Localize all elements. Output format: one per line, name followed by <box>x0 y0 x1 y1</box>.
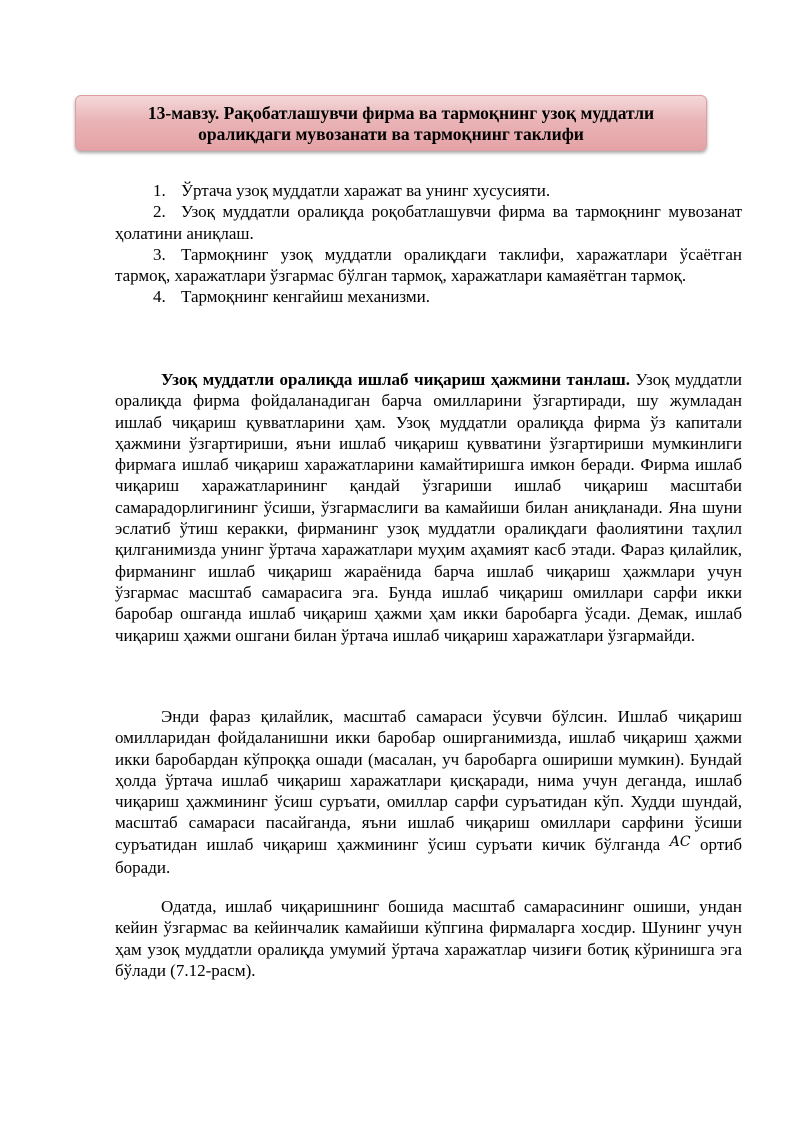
outline-item <box>115 201 742 244</box>
outline-item-text: Ўртача узоқ муддатли харажат ва унинг хусусияти. <box>181 181 551 200</box>
average-cost-symbol: AC <box>669 833 691 850</box>
paragraph-2-text-before: Энди фараз қилайлик, масштаб самараси ўсувчи бўлсин. Ишлаб чиқариш омилларидан фойдаланишни икки баробар оширганимизда, ишлаб чиқариш ҳажми икки баробардан кўпроққа ошади (масалан, уч баробарга ошириши мумкин). Бундай ҳолда ўртача ишлаб чиқариш харажатлари қисқаради, нима учун деганда, ишлаб чиқариш ҳажмининг ўсиш суръати, омиллар сарфи суръатидан кўп. Худди шундай, масштаб самараси пасайганда, яъни ишлаб чиқариш омиллари сарфини ўсиши суръатидан ишлаб чиқариш ҳажмининг ўсиш суръати кичик бўлганда <box>115 707 742 854</box>
topic-outline-list <box>115 180 742 308</box>
outline-item-text: Тармоқнинг узоқ муддатли оралиқдаги таклифи, харажатлари ўсаётган тармоқ, харажатлари ўзгармас бўлган тармоқ, харажатлари камаяётган тармоқ. <box>115 244 742 286</box>
paragraph-1-text: Узоқ муддатли оралиқда фирма фойдаланадиган барча омилларини ўзгартиради, шу жумладан ишлаб чиқариш қувватларини ҳам. Узоқ муддатли оралиқда фирма ўз капитали ҳажмини ўзгартириши, яъни ишлаб чиқариш қувватини ўзгартириши мумкинлиги фирмага ишлаб чиқариш харажатларини камайтиришга имкон беради. Фирма ишлаб чиқариш харажатларининг қандай ўзгариши ишлаб чиқариш масштаби самарадорлигининг ўсиши, ўзгармаслиги ва камайиши билан аниқланади. Яна шуни эслатиб ўтиш керакки, фирманинг узоқ муддатли оралиқдаги фаолиятини таҳлил қилганимизда унинг ўртача харажатлари муҳим аҳамият касб этади. Фараз қилайлик, фирманинг ишлаб чиқариш жараёнида барча ишлаб чиқариш ҳажмлари учун ўзгармас масштаб самарасига эга. Бунда ишлаб чиқариш омиллари сарфи икки баробар ошганда ишлаб чиқариш ҳажми ҳам икки баробарга ўсади. Демак, ишлаб чиқариш ҳажми ошгани билан ўртача ишлаб чиқариш харажатлари ўзгармайди. <box>115 370 742 645</box>
outline-item <box>115 180 742 201</box>
outline-item-number: 2. <box>153 202 166 222</box>
outline-item <box>115 286 742 307</box>
outline-item-number: 4. <box>153 287 166 307</box>
topic-title-line-1: 13-мавзу. Рақобатлашувчи фирма ва тармоқнинг узоқ муддатли <box>147 103 655 123</box>
section-heading: Узоқ муддатли оралиқда ишлаб чиқариш ҳажмини танлаш. <box>161 370 630 389</box>
outline-item-number: 3. <box>153 244 166 264</box>
outline-item-number: 1. <box>153 181 166 200</box>
body-paragraph-2 <box>115 706 742 878</box>
topic-title-line-2: оралиқдаги мувозанати ва тармоқнинг таклифи <box>198 124 584 144</box>
outline-item-text: Тармоқнинг кенгайиш механизми. <box>181 287 430 307</box>
paragraph-2-text-after: ортиб боради. <box>115 834 743 878</box>
body-paragraph-3: Одатда, ишлаб чиқаришнинг бошида масштаб самарасининг ошиши, ундан кейин ўзгармас ва кейинчалик камайиши кўпгина фирмаларга хосдир. Шунинг учун ҳам узоқ муддатли оралиқда умумий ўртача харажатлар чизиғи ботиқ кўринишга эга бўлади (7.12-расм). <box>115 897 742 980</box>
outline-item-text: Узоқ муддатли оралиқда роқобатлашувчи фирма ва тармоқнинг мувозанат ҳолатини аниқлаш. <box>115 202 742 243</box>
body-paragraph-1 <box>115 369 742 646</box>
topic-title-banner <box>75 95 707 151</box>
outline-item <box>115 244 742 287</box>
